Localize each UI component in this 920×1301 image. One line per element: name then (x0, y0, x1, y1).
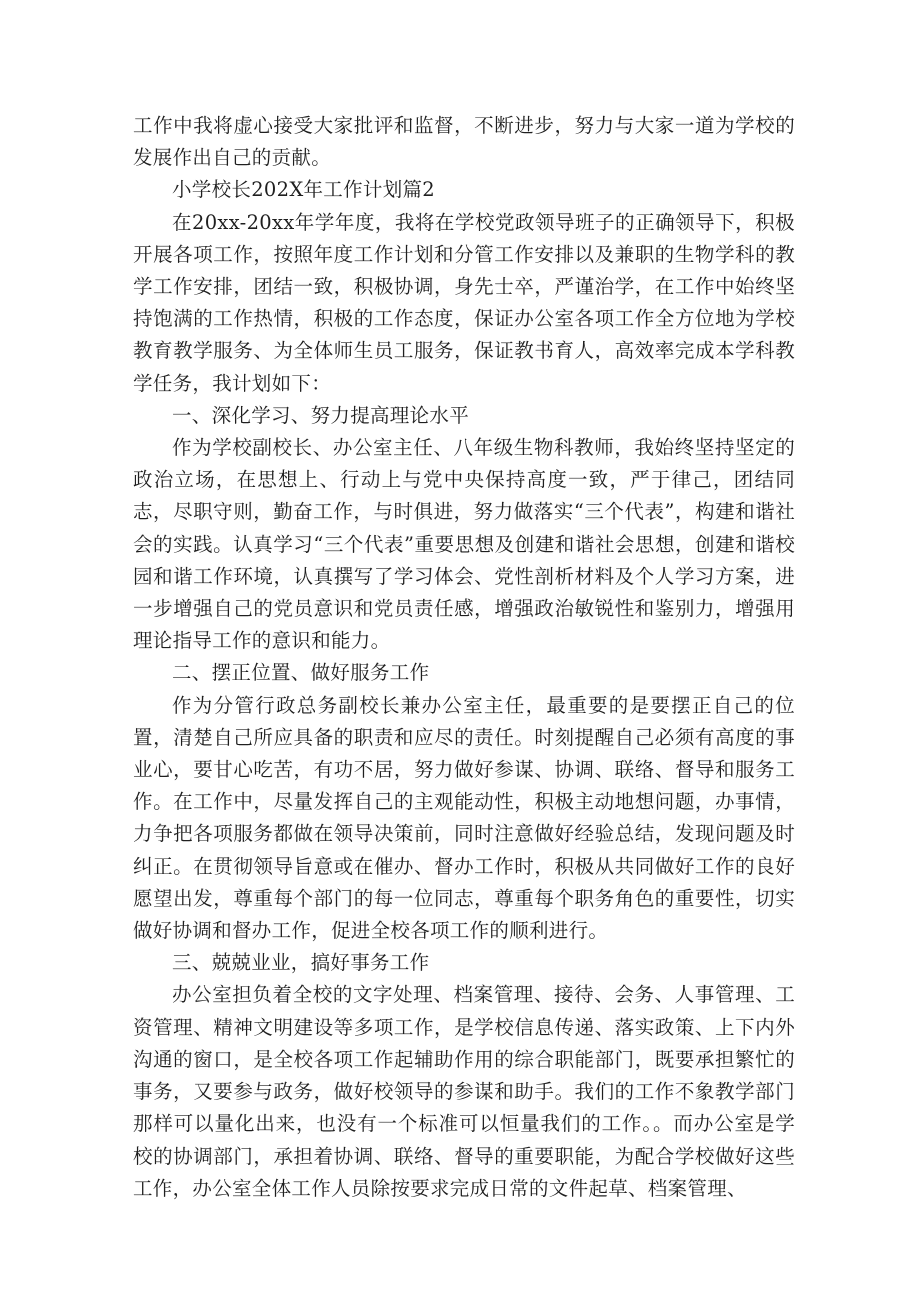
paragraph-three: 办公室担负着全校的文字处理、档案管理、接待、会务、人事管理、工资管理、精神文明建设等多项工作，是学校信息传递、落实政策、上下内外沟通的窗口，是全校各项工作起辅助作用的综合职能部门，既要承担繁忙的事务，又要参与政务，做好校领导的参谋和助手。我们的工作不象教学部门那样可以量化出来，也没有一个标准可以恒量我们的工作。。而办公室是学校的协调部门，承担着协调、联络、督导的重要职能，为配合学校做好这些工作，办公室全体工作人员除按要求完成日常的文件起草、档案管理、 (133, 983, 795, 1200)
paragraph-intro: 在20xx-20xx年学年度，我将在学校党政领导班子的正确领导下，积极开展各项工作，按照年度工作计划和分管工作安排以及兼职的生物学科的教学工作安排，团结一致，积极协调，身先士卒，严谨治学，在工作中始终坚持饱满的工作热情，积极的工作态度，保证办公室各项工作全方位地为学校教育教学服务、为全体师生员工服务，保证教书育人，高效率完成本学科教学任务，我计划如下： (133, 210, 795, 395)
heading-one: 一、深化学习、努力提高理论水平 (172, 403, 470, 427)
heading-two: 二、摆正位置、做好服务工作 (172, 661, 430, 685)
heading-three: 三、兢兢业业，搞好事务工作 (172, 951, 430, 975)
document-body (133, 110, 795, 1205)
paragraph-continued: 工作中我将虚心接受大家批评和监督，不断进步，努力与大家一道为学校的发展作出自己的贡献。 (133, 114, 795, 170)
section-title: 小学校长202X年工作计划篇2 (172, 178, 436, 202)
paragraph-one: 作为学校副校长、办公室主任、八年级生物科教师，我始终坚持坚定的政治立场，在思想上、行动上与党中央保持高度一致，严于律己，团结同志，尽职守则，勤奋工作，与时俱进，努力做落实“三个代表”，构建和谐社会的实践。认真学习“三个代表”重要思想及创建和谐社会思想，创建和谐校园和谐工作环境，认真撰写了学习体会、党性剖析材料及个人学习方案，进一步增强自己的党员意识和党员责任感，增强政治敏锐性和鉴别力，增强用理论指导工作的意识和能力。 (133, 436, 795, 653)
paragraph-two: 作为分管行政总务副校长兼办公室主任，最重要的是要摆正自己的位置，清楚自己所应具备的职责和应尽的责任。时刻提醒自己必须有高度的事业心，要甘心吃苦，有功不居，努力做好参谋、协调、联络、督导和服务工作。在工作中，尽量发挥自己的主观能动性，积极主动地想问题，办事情，力争把各项服务都做在领导决策前，同时注意做好经验总结，发现问题及时纠正。在贯彻领导旨意或在催办、督办工作时，积极从共同做好工作的良好愿望出发，尊重每个部门的每一位同志，尊重每个职务角色的重要性，切实做好协调和督办工作，促进全校各项工作的顺利进行。 (133, 693, 795, 943)
